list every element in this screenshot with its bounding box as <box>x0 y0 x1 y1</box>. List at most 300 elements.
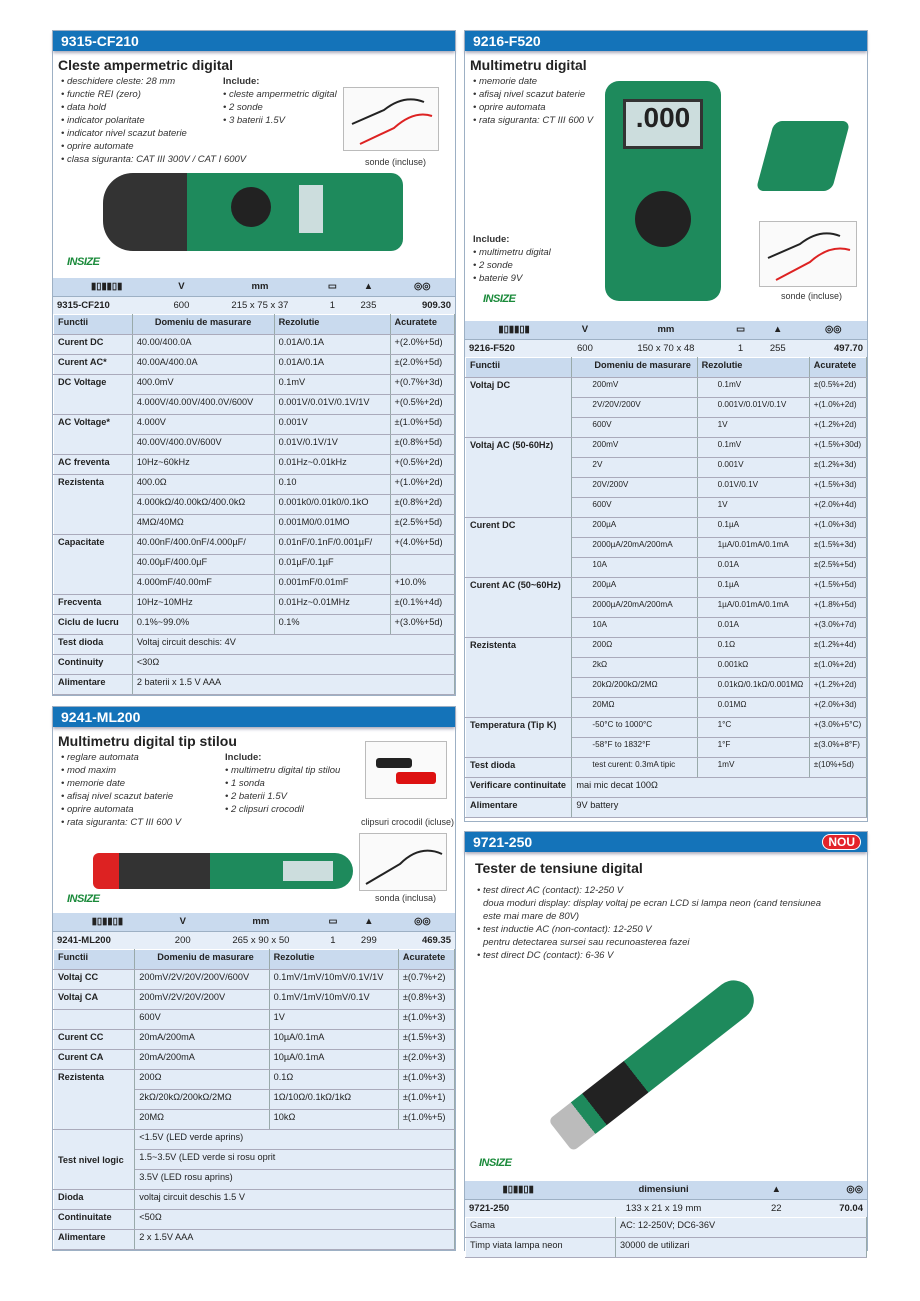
feature-item: • test direct DC (contact): 6-36 V <box>477 950 614 961</box>
column-header: Functii <box>54 315 133 335</box>
table-row: Gama AC: 12-250V; DC6-36V <box>466 1218 867 1238</box>
list-item: • deschidere cleste: 28 mm <box>61 76 176 87</box>
table-row <box>54 970 455 990</box>
list-item-text: afisaj nivel scazut baterie <box>478 89 586 100</box>
table-row <box>54 1190 455 1210</box>
resolution-cell: 0.01V/0.1V/1V <box>274 435 390 455</box>
range-cell: 40.00A/400.0A <box>132 355 274 375</box>
resolution-cell: 0.1Ω <box>697 638 809 658</box>
function-cell: Ciclu de lucru <box>54 615 133 635</box>
function-cell: Curent CA <box>54 1050 135 1070</box>
resolution-cell: 0.1% <box>274 615 390 635</box>
function-cell <box>54 1010 135 1030</box>
resolution-cell: 0.1Ω <box>269 1070 398 1090</box>
list-item: • oprire automata <box>61 804 134 815</box>
function-cell: Voltaj AC (50-60Hz) <box>466 438 572 518</box>
range-cell: 600V <box>572 498 697 518</box>
range-cell: 4.000V/40.00V/400.0V/600V <box>132 395 274 415</box>
range-cell: 2V/20V/200V <box>572 398 697 418</box>
function-cell: Rezistenta <box>54 475 133 535</box>
list-item-text: oprire automata <box>478 102 546 113</box>
column-header: mm <box>203 278 318 296</box>
value-cell: <50Ω <box>135 1210 455 1230</box>
accuracy-cell: ±(0.8%+5d) <box>390 435 454 455</box>
resolution-cell: 0.01nF/0.1nF/0.001µF/ <box>274 535 390 555</box>
table-row <box>54 595 455 615</box>
function-cell: Test dioda <box>466 758 572 778</box>
table-row <box>54 535 455 555</box>
value-cell: 2 baterii x 1.5 V AAA <box>132 675 454 695</box>
price-cell: 909.30 <box>390 296 456 314</box>
value-cell: 3.5V (LED rosu aprins) <box>135 1170 455 1190</box>
voltage-tester-image <box>548 972 762 1151</box>
range-cell: 2000µA/20mA/200mA <box>572 538 697 558</box>
function-cell: Curent CC <box>54 1030 135 1050</box>
table-row <box>54 1210 455 1230</box>
accuracy-cell: ±(1.0%+5) <box>398 1110 454 1130</box>
image-caption: sonde (incluse) <box>365 157 427 167</box>
table-row <box>466 578 867 598</box>
resolution-cell: 0.001V <box>697 458 809 478</box>
resolution-cell: 0.01µF/0.1µF <box>274 555 390 575</box>
range-cell: 20MΩ <box>135 1110 269 1130</box>
resolution-cell: 0.1µA <box>697 578 809 598</box>
list-item-text: indicator polaritate <box>66 115 145 126</box>
resolution-cell: 0.1µA <box>697 518 809 538</box>
table-row <box>54 675 455 695</box>
list-item: • mod maxim <box>61 765 117 776</box>
range-cell: 4MΩ/40MΩ <box>132 515 274 535</box>
accuracy-cell: +(0.5%+2d) <box>390 395 454 415</box>
feature-item: • test inductie AC (non-contact): 12-250 V <box>477 924 652 935</box>
resolution-cell: 10µA/0.1mA <box>269 1030 398 1050</box>
range-cell: 20V/200V <box>572 478 697 498</box>
function-cell: DC Voltage <box>54 375 133 415</box>
list-item-text: 1 sonda <box>230 778 265 789</box>
accuracy-cell: ±(1.0%+1) <box>398 1090 454 1110</box>
function-table <box>53 314 455 695</box>
range-cell: 2kΩ <box>572 658 697 678</box>
resolution-cell: 0.1mV/1mV/10mV/0.1V <box>269 990 398 1010</box>
column-header: V <box>160 278 202 296</box>
table-row <box>54 1130 455 1150</box>
include-label: Include: <box>473 234 510 245</box>
accuracy-cell: ±(0.8%+3) <box>398 990 454 1010</box>
spec-table <box>465 321 867 357</box>
range-cell: 400.0Ω <box>132 475 274 495</box>
list-item-text: baterie 9V <box>478 273 523 284</box>
list-item: • multimetru digital <box>473 247 551 258</box>
table-row <box>54 1070 455 1090</box>
brand-logo: INSIZE <box>67 893 100 905</box>
table-row <box>466 718 867 738</box>
column-header: V <box>563 321 606 339</box>
accuracy-cell: ±(3.0%+8°F) <box>809 738 866 758</box>
list-item-text: functie REI (zero) <box>66 89 141 100</box>
accuracy-cell: ±(2.5%+5d) <box>390 515 454 535</box>
column-header: Rezolutie <box>697 358 809 378</box>
table-row <box>466 638 867 658</box>
brand-logo: INSIZE <box>67 256 100 268</box>
accuracy-cell: +(2.0%+3d) <box>809 698 866 718</box>
accuracy-cell: +(1.5%+30d) <box>809 438 866 458</box>
range-cell: 4.000V <box>132 415 274 435</box>
feature-list <box>473 75 593 127</box>
accuracy-cell: ±(1.2%+4d) <box>809 638 866 658</box>
column-header: Domeniu de masurare <box>572 358 697 378</box>
resolution-cell: 0.10 <box>274 475 390 495</box>
list-item: • afisaj nivel scazut baterie <box>473 89 586 100</box>
image-caption: sonde (incluse) <box>781 291 843 301</box>
accuracy-cell: +10.0% <box>390 575 454 595</box>
list-item: • 2 sonde <box>223 102 263 113</box>
table-row <box>54 1010 455 1030</box>
table-row <box>466 518 867 538</box>
dimensions-cell: 265 x 90 x 50 <box>204 931 318 949</box>
include-label: Include: <box>223 76 260 87</box>
accuracy-cell: ±(2.0%+3) <box>398 1050 454 1070</box>
value-cell: <30Ω <box>132 655 454 675</box>
column-header: Domeniu de masurare <box>135 950 269 970</box>
column-header: Rezolutie <box>274 315 390 335</box>
product-code-header: 9241-ML200 <box>53 707 455 727</box>
resolution-cell: 0.001kΩ <box>697 658 809 678</box>
code-cell: 9241-ML200 <box>53 931 162 949</box>
column-header: Domeniu de masurare <box>132 315 274 335</box>
code-cell: 9315-CF210 <box>53 296 160 314</box>
column-header: Rezolutie <box>269 950 398 970</box>
probes-image <box>343 87 439 151</box>
accuracy-cell: +(1.5%+5d) <box>809 578 866 598</box>
list-item-text: 2 clipsuri crocodil <box>230 804 304 815</box>
list-item: • 1 sonda <box>225 778 265 789</box>
function-cell: Curent DC <box>54 335 133 355</box>
price-cell: 469.35 <box>390 931 455 949</box>
price-coins-icon: ◎◎ <box>390 913 455 931</box>
resolution-cell: 0.001M0/0.01MO <box>274 515 390 535</box>
spec-table <box>53 913 455 949</box>
list-item: • baterie 9V <box>473 273 523 284</box>
table-row <box>54 355 455 375</box>
include-list <box>223 75 337 127</box>
table-row <box>54 335 455 355</box>
box-icon: ▭ <box>317 278 347 296</box>
feature-list <box>61 751 181 829</box>
list-item-text: memorie date <box>478 76 538 87</box>
feature-item: pentru detectarea sursei sau recunoasterea fazei <box>483 937 690 948</box>
list-item: • cleste ampermetric digital <box>223 89 337 100</box>
list-item: • 2 sonde <box>473 260 513 271</box>
value-cell: voltaj circuit deschis 1.5 V <box>135 1190 455 1210</box>
value-cell: mai mic decat 100Ω <box>572 778 867 798</box>
function-table <box>53 949 455 1250</box>
weight-cell: 255 <box>756 339 799 357</box>
list-item: • reglare automata <box>61 752 139 763</box>
table-header-row <box>54 315 455 335</box>
resolution-cell: 1V <box>697 498 809 518</box>
accuracy-cell: +(3.0%+7d) <box>809 618 866 638</box>
weight-cell: 299 <box>348 931 390 949</box>
voltage-cell: 600 <box>563 339 606 357</box>
extra-table <box>465 1217 867 1258</box>
package-qty-cell: 1 <box>725 339 756 357</box>
code-cell: 9216-F520 <box>465 339 563 357</box>
table-row <box>54 455 455 475</box>
table-header-row <box>54 950 455 970</box>
feature-item: • test direct AC (contact): 12-250 V <box>477 885 624 896</box>
value-cell: Voltaj circuit deschis: 4V <box>132 635 454 655</box>
list-item: • oprire automate <box>61 141 134 152</box>
accuracy-cell: ±(1.0%+3) <box>398 1010 454 1030</box>
function-cell: AC freventa <box>54 455 133 475</box>
package-qty-cell: 1 <box>317 296 347 314</box>
list-item: • 2 baterii 1.5V <box>225 791 287 802</box>
price-coins-icon: ◎◎ <box>390 278 456 296</box>
table-row <box>466 758 867 778</box>
list-item-text: 3 baterii 1.5V <box>228 115 285 126</box>
list-item: • clasa siguranta: CAT III 300V / CAT I 600V <box>61 154 247 165</box>
list-item-text: afisaj nivel scazut baterie <box>66 791 174 802</box>
price-coins-icon: ◎◎ <box>797 1181 867 1199</box>
accuracy-cell: +(3.0%+5°C) <box>809 718 866 738</box>
resolution-cell: 1V <box>697 418 809 438</box>
range-cell: 400.0mV <box>132 375 274 395</box>
product-9315-cf210 <box>52 30 456 696</box>
table-row <box>54 415 455 435</box>
resolution-cell: 0.001mF/0.01mF <box>274 575 390 595</box>
include-list <box>225 751 340 816</box>
range-cell: test curent: 0.3mA tipic <box>572 758 697 778</box>
list-item-text: multimetru digital tip stilou <box>230 765 341 776</box>
include-label: Include: <box>225 752 262 763</box>
resolution-cell: 0.1mV <box>697 438 809 458</box>
resolution-cell: 10µA/0.1mA <box>269 1050 398 1070</box>
accuracy-cell: ±(1.2%+3d) <box>809 458 866 478</box>
list-item-text: mod maxim <box>66 765 117 776</box>
resolution-cell: 0.001V/0.01V/0.1V/1V <box>274 395 390 415</box>
column-header: Functii <box>54 950 135 970</box>
spec-table <box>465 1181 867 1217</box>
accuracy-cell: +(1.0%+2d) <box>390 475 454 495</box>
resolution-cell: 0.01Hz~0.01kHz <box>274 455 390 475</box>
range-cell: -50°C to 1000°C <box>572 718 697 738</box>
accuracy-cell: ±(1.5%+3) <box>398 1030 454 1050</box>
accuracy-cell: +(1.0%+3d) <box>809 518 866 538</box>
accuracy-cell: +(1.0%+2d) <box>809 398 866 418</box>
accuracy-cell: ±(0.1%+4d) <box>390 595 454 615</box>
function-cell: Verificare continuitate <box>466 778 572 798</box>
list-item: • oprire automata <box>473 102 546 113</box>
accuracy-cell: +(1.2%+2d) <box>809 678 866 698</box>
brand-logo: INSIZE <box>479 1157 512 1169</box>
range-cell: 200mV <box>572 438 697 458</box>
column-header: Acuratete <box>398 950 454 970</box>
range-cell: 4.000mF/40.00mF <box>132 575 274 595</box>
range-cell: 2kΩ/20kΩ/200kΩ/2MΩ <box>135 1090 269 1110</box>
accuracy-cell: +(0.7%+3d) <box>390 375 454 395</box>
function-table <box>465 357 867 818</box>
list-item-text: deschidere cleste: 28 mm <box>66 76 176 87</box>
range-cell: 200Ω <box>135 1070 269 1090</box>
feature-list <box>477 884 827 962</box>
resolution-cell: 1Ω/10Ω/0.1kΩ/1kΩ <box>269 1090 398 1110</box>
accuracy-cell: +(1.8%+5d) <box>809 598 866 618</box>
voltage-cell: 200 <box>162 931 204 949</box>
dimensions-cell: 150 x 70 x 48 <box>607 339 725 357</box>
column-header: Acuratete <box>809 358 866 378</box>
crocodile-clips-image <box>365 741 447 799</box>
range-cell: 10Hz~60kHz <box>132 455 274 475</box>
accuracy-cell: ±(0.5%+2d) <box>809 378 866 398</box>
clamp-meter-image <box>103 173 403 251</box>
weight-icon: ▲ <box>348 913 390 931</box>
accuracy-cell: ±(2.5%+5d) <box>809 558 866 578</box>
include-items <box>223 88 337 127</box>
feature-list <box>61 75 246 166</box>
list-item: • multimetru digital tip stilou <box>225 765 341 776</box>
function-cell: Test nivel logic <box>54 1130 135 1190</box>
image-caption: sonda (inclusa) <box>375 893 437 903</box>
barcode-icon: ▮▯▮▮▯▮ <box>465 321 563 339</box>
code-cell: 9721-250 <box>465 1199 571 1217</box>
accuracy-cell: +(2.0%+5d) <box>390 335 454 355</box>
accuracy-cell: +(1.2%+2d) <box>809 418 866 438</box>
function-cell: Alimentare <box>54 675 133 695</box>
new-badge: NOU <box>822 834 861 850</box>
brand-logo: INSIZE <box>483 293 516 305</box>
list-item: • 3 baterii 1.5V <box>223 115 285 126</box>
list-item-text: cleste ampermetric digital <box>228 89 337 100</box>
package-qty-cell: 1 <box>318 931 348 949</box>
range-cell: 200mV <box>572 378 697 398</box>
list-item-text: 2 baterii 1.5V <box>230 791 287 802</box>
table-row <box>54 635 455 655</box>
resolution-cell: 0.001k0/0.01k0/0.1kO <box>274 495 390 515</box>
resolution-cell: 0.01A <box>697 558 809 578</box>
weight-cell: 22 <box>756 1199 797 1217</box>
function-cell: Rezistenta <box>54 1070 135 1130</box>
price-cell: 70.04 <box>797 1199 867 1217</box>
table-row <box>466 378 867 398</box>
probes-image <box>759 221 857 287</box>
range-cell: 200µA <box>572 578 697 598</box>
barcode-icon: ▮▯▮▮▯▮ <box>465 1181 571 1199</box>
range-cell: 40.00V/400.0V/600V <box>132 435 274 455</box>
range-cell: 0.1%~99.0% <box>132 615 274 635</box>
dimensions-cell: 133 x 21 x 19 mm <box>571 1199 755 1217</box>
function-cell: Alimentare <box>466 798 572 818</box>
image-caption: clipsuri crocodil (icluse) <box>361 817 455 827</box>
function-cell: Curent AC* <box>54 355 133 375</box>
range-cell: 20mA/200mA <box>135 1030 269 1050</box>
weight-icon: ▲ <box>756 321 799 339</box>
list-item: • 2 clipsuri crocodil <box>225 804 304 815</box>
accuracy-cell: ±(10%+5d) <box>809 758 866 778</box>
function-cell: Voltaj DC <box>466 378 572 438</box>
list-item-text: indicator nivel scazut baterie <box>66 128 187 139</box>
column-header: Acuratete <box>390 315 454 335</box>
column-header: V <box>162 913 204 931</box>
value-cell: 2 x 1.5V AAA <box>135 1230 455 1250</box>
column-header: mm <box>204 913 318 931</box>
barcode-icon: ▮▯▮▮▯▮ <box>53 278 160 296</box>
resolution-cell: 0.1mV <box>274 375 390 395</box>
include-list <box>473 233 551 285</box>
accuracy-cell: +(3.0%+5d) <box>390 615 454 635</box>
accuracy-cell: +(1.5%+3d) <box>809 478 866 498</box>
range-cell: 40.00µF/400.0µF <box>132 555 274 575</box>
product-title: Cleste ampermetric digital <box>58 57 234 73</box>
table-row <box>54 375 455 395</box>
function-cell: Alimentare <box>54 1230 135 1250</box>
range-cell: 10A <box>572 618 697 638</box>
list-item-text: 2 sonde <box>478 260 513 271</box>
resolution-cell: 0.01A/0.1A <box>274 355 390 375</box>
table-row <box>466 438 867 458</box>
list-item: • afisaj nivel scazut baterie <box>61 791 174 802</box>
table-row <box>54 1230 455 1250</box>
product-title: Multimetru digital tip stilou <box>58 733 237 749</box>
accuracy-cell: ±(1.0%+2d) <box>809 658 866 678</box>
range-cell: 20kΩ/200kΩ/2MΩ <box>572 678 697 698</box>
function-cell: Continuitate <box>54 1210 135 1230</box>
resolution-cell: 1V <box>269 1010 398 1030</box>
value-cell: 1.5~3.5V (LED verde si rosu oprit <box>135 1150 455 1170</box>
resolution-cell: 0.1mV <box>697 378 809 398</box>
list-item: • indicator polaritate <box>61 115 145 126</box>
barcode-icon: ▮▯▮▮▯▮ <box>53 913 162 931</box>
table-row <box>466 798 867 818</box>
range-cell: 2V <box>572 458 697 478</box>
range-cell: -58°F to 1832°F <box>572 738 697 758</box>
table-header-row <box>466 358 867 378</box>
list-item-text: multimetru digital <box>478 247 551 258</box>
list-item-text: memorie date <box>66 778 126 789</box>
accuracy-cell: +(0.5%+2d) <box>390 455 454 475</box>
product-9216-f520 <box>464 30 868 822</box>
function-cell: Curent DC <box>466 518 572 578</box>
range-cell: 200µA <box>572 518 697 538</box>
include-items <box>473 246 551 285</box>
resolution-cell: 0.01Hz~0.01MHz <box>274 595 390 615</box>
resolution-cell: 1µA/0.01mA/0.1mA <box>697 598 809 618</box>
price-cell: 497.70 <box>799 339 867 357</box>
list-item: • functie REI (zero) <box>61 89 141 100</box>
resolution-cell: 0.1mV/1mV/10mV/0.1V/1V <box>269 970 398 990</box>
resolution-cell: 0.001V/0.01V/0.1V <box>697 398 809 418</box>
function-cell: Capacitate <box>54 535 133 595</box>
accuracy-cell: ±(1.0%+3) <box>398 1070 454 1090</box>
price-coins-icon: ◎◎ <box>799 321 867 339</box>
list-item: • indicator nivel scazut baterie <box>61 128 187 139</box>
box-icon: ▭ <box>725 321 756 339</box>
weight-icon: ▲ <box>756 1181 797 1199</box>
list-item-text: 2 sonde <box>228 102 263 113</box>
weight-cell: 235 <box>347 296 389 314</box>
resolution-cell: 0.01MΩ <box>697 698 809 718</box>
resolution-cell: 1°F <box>697 738 809 758</box>
multimeter-stand-image <box>756 121 851 191</box>
voltage-cell: 600 <box>160 296 202 314</box>
value-cell: 9V battery <box>572 798 867 818</box>
function-cell: Rezistenta <box>466 638 572 718</box>
range-cell: 200mV/2V/20V/200V/600V <box>135 970 269 990</box>
range-cell: 600V <box>572 418 697 438</box>
table-row: Timp viata lampa neon 30000 de utilizari <box>466 1238 867 1258</box>
product-title: Tester de tensiune digital <box>475 860 643 876</box>
product-9241-ml200 <box>52 706 456 1251</box>
list-item-text: oprire automate <box>66 141 134 152</box>
